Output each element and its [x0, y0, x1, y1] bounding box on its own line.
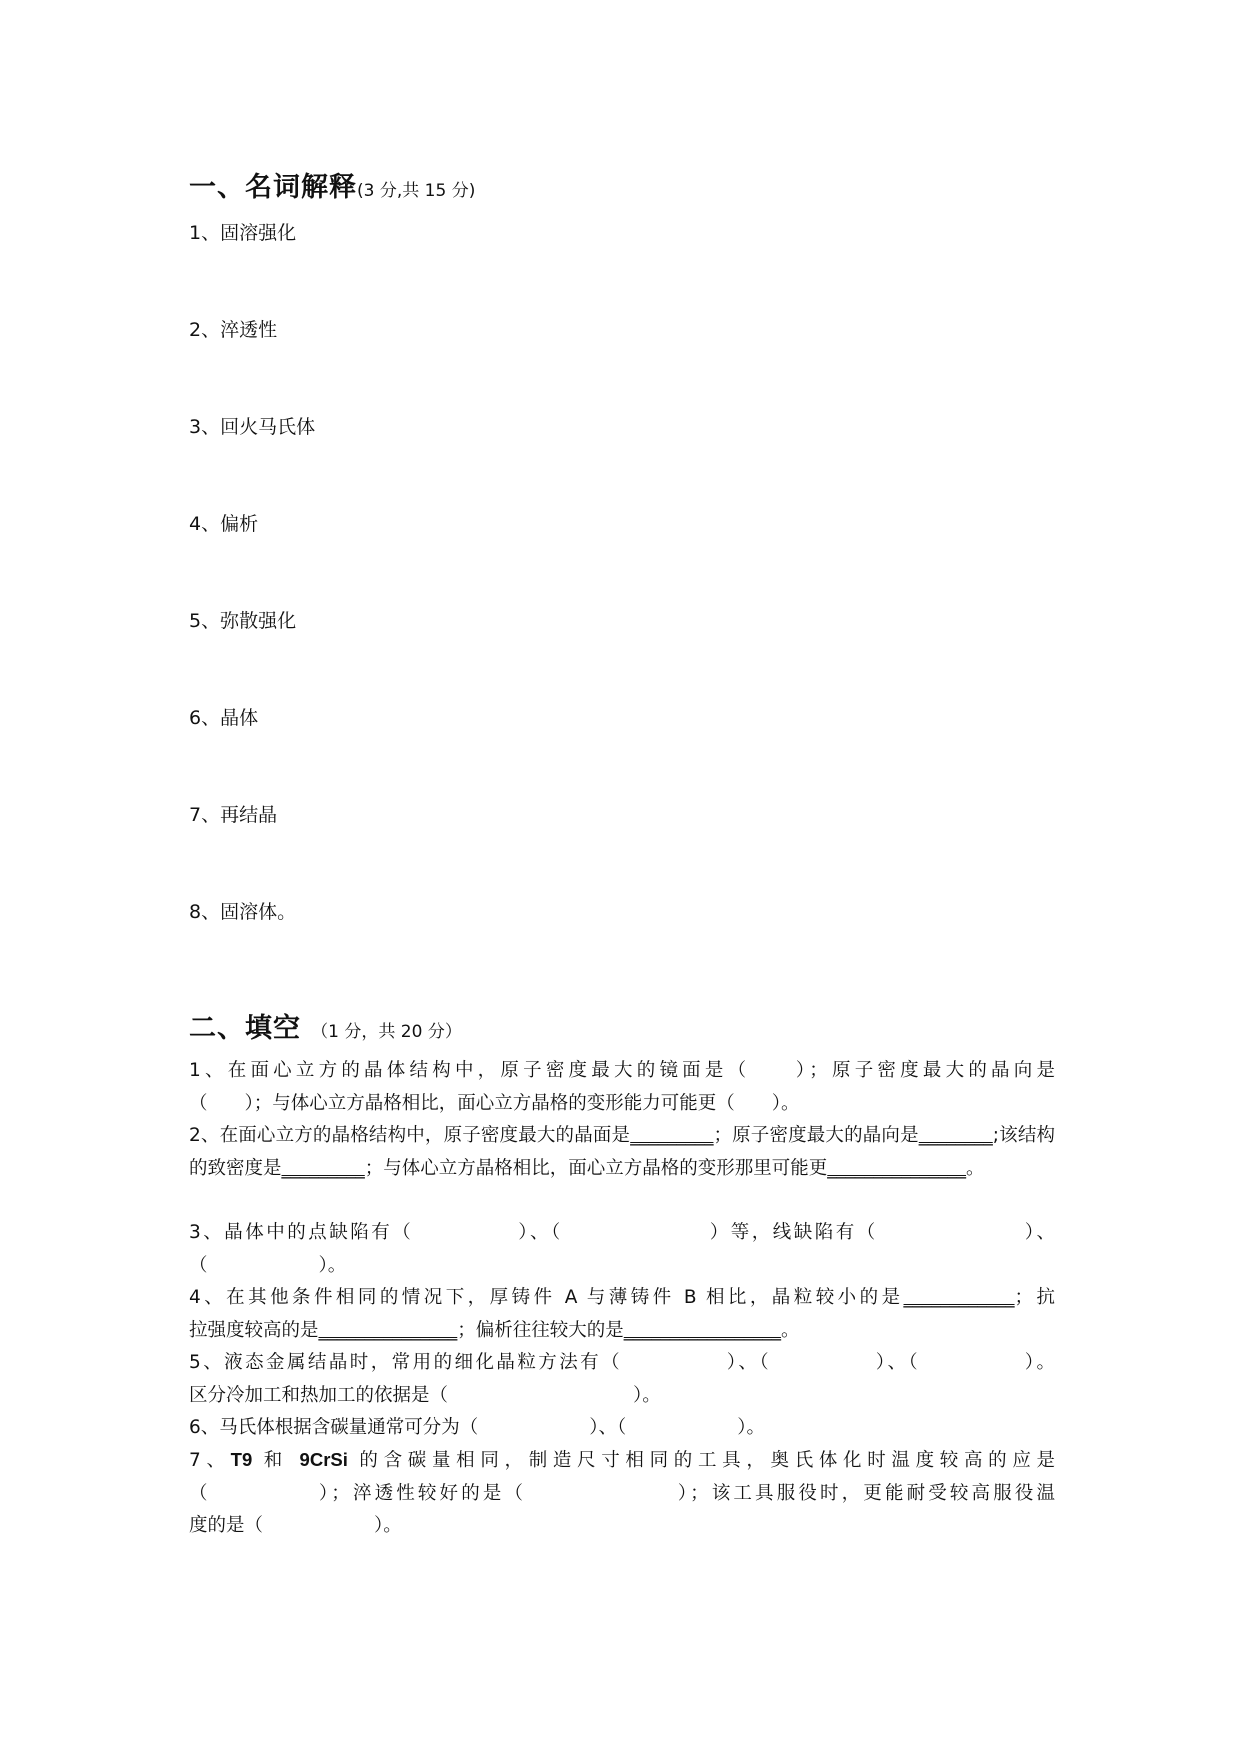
fill-question-7 — [189, 1444, 1055, 1543]
question-text: ；与体心立方晶格相比，面心立方晶格的变形那里可 — [364, 1157, 791, 1179]
question-line: 度的是（ ）。 — [189, 1515, 402, 1536]
answer-blank[interactable]: ____________ — [903, 1287, 1015, 1308]
term-item: 6、晶体 — [189, 707, 259, 729]
question-line: （ ）。 — [189, 1254, 347, 1276]
question-text: 拉强度较高的是 — [189, 1319, 319, 1341]
section1-title: 一、名词解释 — [189, 172, 357, 203]
steel-grade-t9: T9 — [230, 1449, 253, 1470]
question-line: （ ）；淬透性较好的是（ ）；该工具服役时，更能耐受较高服役温 — [189, 1482, 1055, 1504]
answer-blank[interactable]: _______________ — [827, 1157, 967, 1179]
term-item: 7、再结晶 — [189, 804, 278, 826]
fill-question-6 — [189, 1412, 1055, 1445]
question-text: 4、在其他条件相同的情况下，厚铸件 A 与薄铸件 B 相比，晶粒较小的是 — [189, 1287, 904, 1308]
answer-blank[interactable]: _________________ — [623, 1319, 782, 1341]
question-text: 。 — [966, 1157, 985, 1179]
question-text: ；偏析往往较大的是 — [457, 1319, 624, 1341]
question-line — [189, 1444, 1055, 1478]
section1-score: (3 分,共 15 分) — [357, 181, 476, 201]
question-line: 区分冷加工和热加工的依据是（ ）。 — [189, 1384, 661, 1406]
answer-blank[interactable]: _______________ — [318, 1319, 458, 1341]
fill-question-5 — [189, 1347, 1055, 1412]
term-item: 8、固溶体。 — [189, 901, 297, 923]
question-line: 6、马氏体根据含碳量通常可分为（ ）、（ ）。 — [189, 1417, 766, 1438]
section1-heading — [189, 165, 475, 204]
question-text: ；原子密度最大的晶向是 — [713, 1125, 919, 1146]
question-text: ；抗 — [1014, 1287, 1055, 1308]
section2-title: 二、填空 — [189, 1013, 301, 1044]
question-line: （ ）；与体心立方晶格相比，面心立方晶格的变形能力可能更（ ）。 — [189, 1092, 800, 1114]
term-item: 1、固溶强化 — [189, 222, 297, 244]
term-item: 5、弥散强化 — [189, 610, 297, 632]
fill-question-4 — [189, 1282, 1055, 1347]
section2-score: （1 分，共 20 分） — [311, 1022, 462, 1042]
question-text: 2、在面心立方的晶格结构中，原子密度最大的晶面是 — [189, 1125, 631, 1146]
term-item: 4、偏析 — [189, 513, 259, 535]
question-line — [189, 1282, 1055, 1315]
answer-blank[interactable]: _________ — [630, 1125, 714, 1146]
question-text: 和 — [252, 1450, 300, 1471]
question-line: 1、在面心立方的晶体结构中，原子密度最大的镜面是（ ）；原子密度最大的晶向是 — [189, 1060, 1055, 1081]
question-text: 7、 — [189, 1450, 231, 1471]
question-line: 3、晶体中的点缺陷有（ ）、（ ）等，线缺陷有（ ）、 — [189, 1222, 1055, 1243]
answer-blank[interactable]: ________ — [918, 1125, 993, 1146]
question-text: 。 — [781, 1319, 800, 1341]
question-text: ;该结构的致密度是 — [189, 1125, 1055, 1179]
section2-heading — [189, 1006, 462, 1045]
fill-question-1 — [189, 1055, 1055, 1120]
fill-question-3 — [189, 1217, 1055, 1282]
term-item: 2、淬透性 — [189, 319, 278, 341]
steel-grade-9crsi: 9CrSi — [299, 1449, 348, 1470]
fill-question-2 — [189, 1120, 1055, 1185]
question-text: 的含碳量相同，制造尺寸相同的工具，奥氏体化时温度较高的应是 — [347, 1450, 1055, 1471]
answer-blank[interactable]: _________ — [281, 1157, 365, 1179]
question-line — [189, 1315, 1055, 1348]
term-item: 3、回火马氏体 — [189, 416, 316, 438]
question-text: 能更 — [790, 1157, 828, 1179]
question-line: 5、液态金属结晶时，常用的细化晶粒方法有（ ）、（ ）、（ ）。 — [189, 1352, 1055, 1373]
